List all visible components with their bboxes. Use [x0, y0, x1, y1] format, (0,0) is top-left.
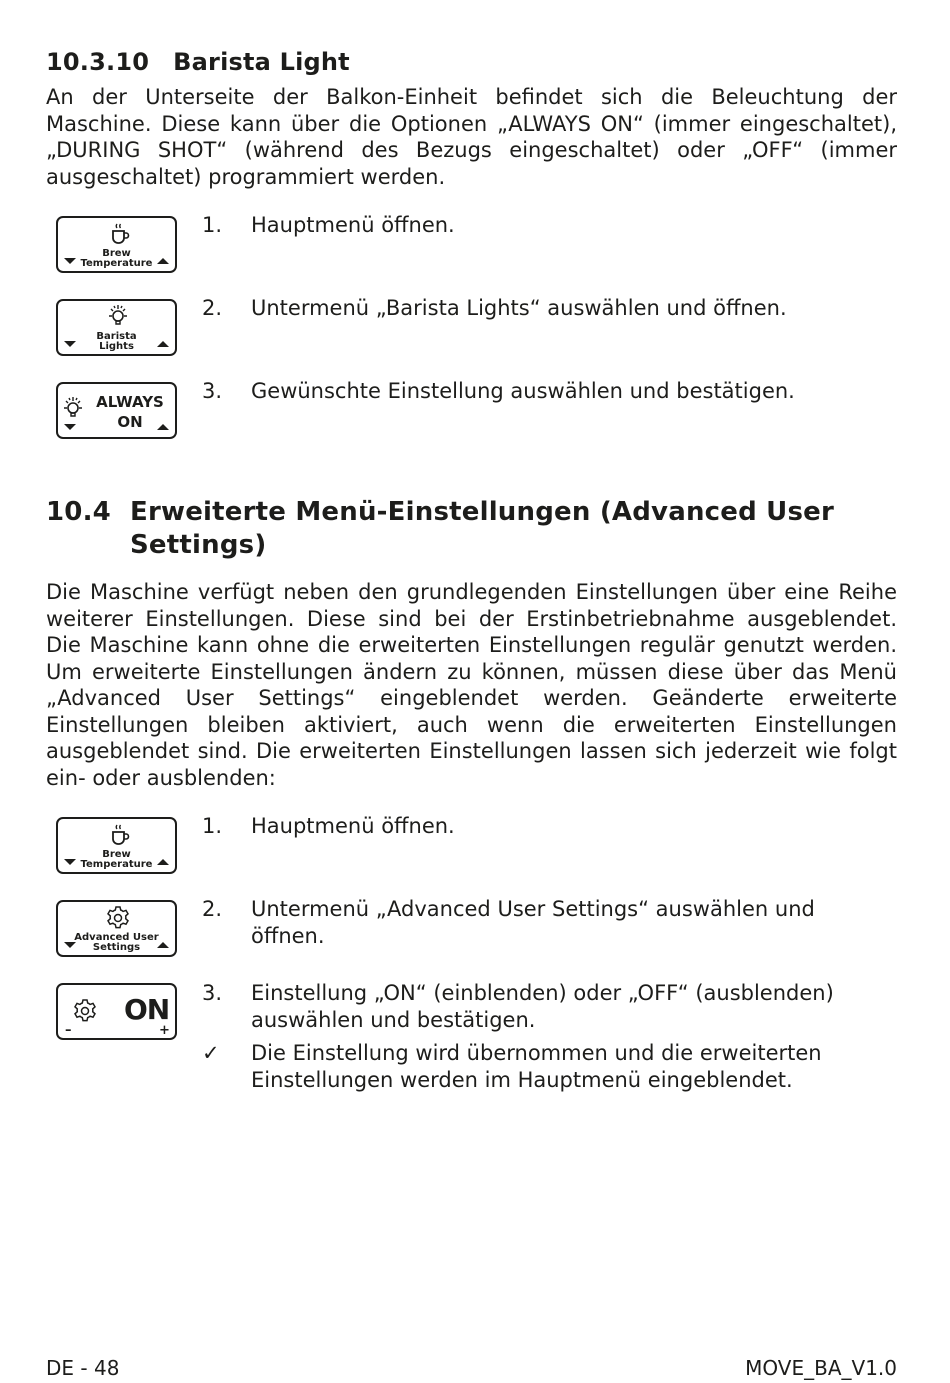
display-brew-temperature	[56, 216, 177, 273]
step-number: 3.	[202, 379, 223, 403]
step-number: 2.	[202, 296, 223, 320]
arrow-up-icon	[157, 424, 169, 430]
display-line1: Brew	[102, 248, 131, 259]
section-heading-barista-light	[46, 48, 350, 76]
section-title-line2: Settings)	[130, 530, 267, 560]
advanced-settings-intro: Die Maschine verfügt neben den grundlegenden Einstellungen über eine Reihe weiterer Einstellungen. Diese sind bei der Erstinbetriebnahme ausgeblendet. Die Maschine kann ohne die erweiterten Einstellungen regulär genutzt werden. Um erweiterte Einstellungen ändern zu können, müssen diese über das Menü „Advanced User Settings“ eingeblendet werden. Geänderte erweiterte Einstellungen bleiben aktiviert, auch wenn die erweiterten Einstellungen ausgeblendet sind. Die erweiterten Einstellungen lassen sich jederzeit wie folgt ein- oder ausblenden:	[46, 580, 897, 790]
display-line2: Lights	[99, 341, 134, 352]
step-text: Gewünschte Einstellung auswählen und bestätigen.	[251, 379, 795, 403]
display-line1: ALWAYS	[96, 393, 164, 411]
page-number: DE - 48	[46, 1356, 120, 1380]
light-bulb-icon	[106, 303, 130, 329]
display-on-value	[56, 983, 177, 1040]
step-number: 3.	[202, 981, 223, 1005]
arrow-up-icon	[157, 341, 169, 347]
display-line1: Advanced User	[74, 932, 159, 943]
arrow-down-icon	[64, 942, 76, 948]
result-text: Die Einstellung wird übernommen und die erweiterten Einstellungen werden im Hauptmenü eingeblendet.	[251, 1041, 822, 1092]
display-advanced-user-settings	[56, 900, 177, 957]
display-line1: Brew	[102, 849, 131, 860]
display-always-on	[56, 382, 177, 439]
arrow-up-icon	[157, 859, 169, 865]
light-bulb-icon	[61, 395, 85, 421]
arrow-down-icon	[64, 424, 76, 430]
display-value: ON	[124, 993, 170, 1026]
coffee-cup-icon	[108, 222, 130, 246]
arrow-down-icon	[64, 341, 76, 347]
display-line2: Temperature	[80, 258, 153, 269]
arrow-up-icon	[157, 942, 169, 948]
step-number: 1.	[202, 213, 223, 237]
plus-icon: +	[159, 1023, 170, 1038]
display-barista-lights	[56, 299, 177, 356]
step-number: 1.	[202, 814, 223, 838]
section-number: 10.4	[46, 497, 111, 527]
minus-icon: –	[65, 1023, 72, 1038]
section-title-line1: Erweiterte Menü-Einstellungen (Advanced User	[130, 497, 835, 527]
step-number: 2.	[202, 897, 223, 921]
display-line1: Barista	[96, 331, 137, 342]
display-line2: Temperature	[80, 859, 153, 870]
display-line2: Settings	[92, 942, 141, 953]
display-brew-temperature	[56, 817, 177, 874]
display-line2: ON	[117, 413, 143, 431]
gear-icon	[72, 998, 98, 1024]
gear-icon	[105, 905, 131, 931]
coffee-cup-icon	[108, 823, 130, 847]
section-heading-advanced-settings	[46, 496, 906, 562]
step-text: Hauptmenü öffnen.	[251, 814, 455, 838]
arrow-down-icon	[64, 258, 76, 264]
step-text: Untermenü „Barista Lights“ auswählen und öffnen.	[251, 296, 787, 320]
step-text: Einstellung „ON“ (einblenden) oder „OFF“ (ausblenden) auswählen und bestätigen.	[251, 981, 834, 1032]
step-text: Untermenü „Advanced User Settings“ auswählen und öffnen.	[251, 897, 815, 948]
arrow-up-icon	[157, 258, 169, 264]
document-id: MOVE_BA_V1.0	[745, 1356, 897, 1380]
section-number: 10.3.10	[46, 48, 150, 76]
step-text: Hauptmenü öffnen.	[251, 213, 455, 237]
check-icon: ✓	[202, 1041, 220, 1065]
arrow-down-icon	[64, 859, 76, 865]
section-title: Barista Light	[173, 48, 350, 76]
barista-light-intro: An der Unterseite der Balkon-Einheit befindet sich die Beleuchtung der Maschine. Diese kann über die Optionen „ALWAYS ON“ (immer eingeschaltet), „DURING SHOT“ (während des Bezugs eingeschaltet) oder „OFF“ (immer ausgeschaltet) programmiert werden.	[46, 85, 897, 189]
